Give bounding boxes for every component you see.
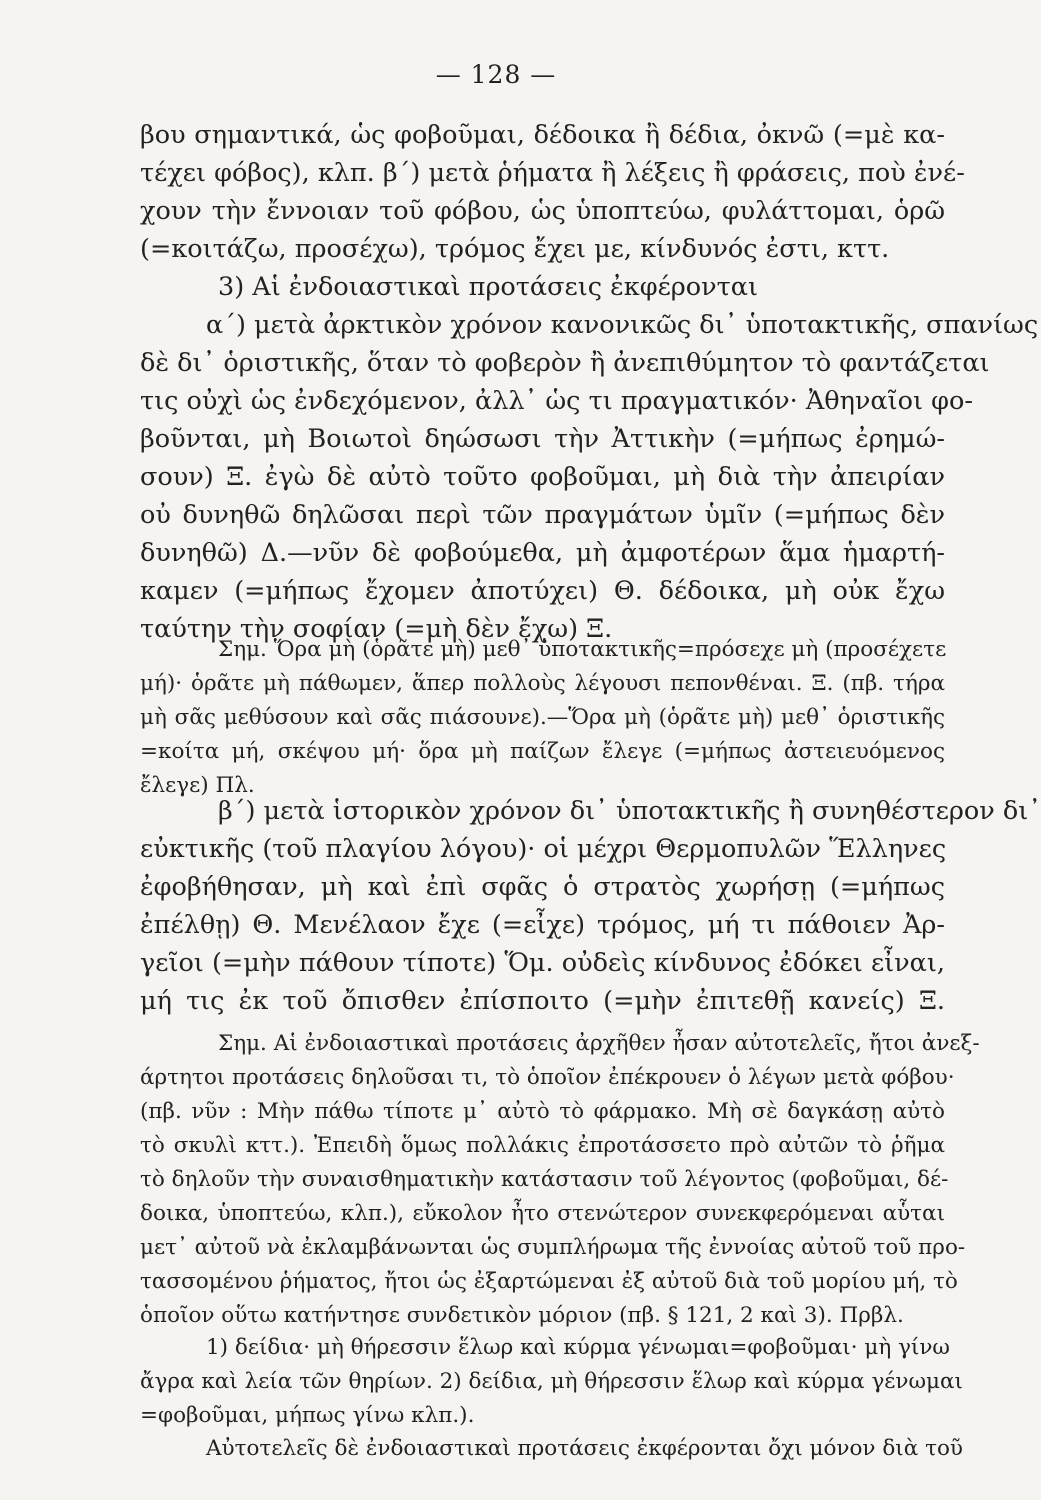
- note-1: [140, 633, 945, 803]
- text-line: εὐκτικῆς (τοῦ πλαγίου λόγου)· οἱ μέχρι Θερμοπυλῶν Ἕλληνες: [140, 834, 947, 864]
- text-line: σουν) Ξ. ἐγὼ δὲ αὐτὸ τοῦτο φοβοῦμαι, μὴ διὰ τὴν ἀπειρίαν: [140, 462, 945, 492]
- text-line: βοῦνται, μὴ Βοιωτοὶ δηώσωσι τὴν Ἀττικὴν (=μήπως ἐρημώ-: [140, 424, 945, 454]
- text-line: τὸ σκυλὶ κττ.). Ἐπειδὴ ὅμως πολλάκις ἐπροτάσσετο πρὸ αὐτῶν τὸ ῥῆμα: [140, 1133, 945, 1158]
- text-line: δοικα, ὑποπτεύω, κλπ.), εὔκολον ἦτο στενώτερον συνεκφερόμεναι αὗται: [140, 1201, 945, 1226]
- text-line: 1) δείδια· μὴ θήρεσσιν ἕλωρ καὶ κύρμα γένωμαι=φοβοῦμαι· μὴ γίνω: [206, 1335, 950, 1360]
- text-line: χουν τὴν ἔννοιαν τοῦ φόβου, ὡς ὑποπτεύω, φυλάττομαι, ὁρῶ: [140, 196, 945, 226]
- text-line: άρτητοι προτάσεις δηλοῦσαι τι, τὸ ὁποῖον ἐπέκρουεν ὁ λέγων μετὰ φόβου·: [140, 1065, 955, 1090]
- text-line: ἐπέλθῃ) Θ. Μενέλαον ἔχε (=εἶχε) τρόμος, μή τι πάθοιεν Ἀρ-: [140, 910, 945, 940]
- text-line: βου σημαντικά, ὡς φοβοῦμαι, δέδοικα ἢ δέδια, ὀκνῶ (=μὲ κα-: [140, 120, 945, 150]
- text-line: ὁποῖον οὕτω κατήντησε συνδετικὸν μόριον (πβ. § 121, 2 καὶ 3). Πρβλ.: [140, 1303, 904, 1328]
- note-3: [140, 1331, 963, 1433]
- paragraph-2: [140, 268, 1039, 648]
- text-line: (πβ. νῦν : Μὴν πάθω τίποτε μ᾿ αὐτὸ τὸ φάρμακο. Μὴ σὲ δαγκάσῃ αὐτὸ: [140, 1099, 945, 1124]
- text-line: Σημ. Αἱ ἐνδοιαστικαὶ προτάσεις ἀρχῆθεν ἦσαν αὐτοτελεῖς, ἤτοι ἀνεξ-: [218, 1031, 980, 1056]
- text-line: Σημ. Ὅρα μὴ (ὁρᾶτε μὴ) μεθ᾿ ὑποτακτικῆς=πρόσεχε μὴ (προσέχετε: [218, 637, 947, 662]
- text-line: 3) Αἱ ἐνδοιαστικαὶ προτάσεις ἐκφέρονται: [218, 272, 758, 302]
- text-line: =φοβοῦμαι, μήπως γίνω κλπ.).: [140, 1403, 475, 1428]
- text-line: μή τις ἐκ τοῦ ὄπισθεν ἐπίσποιτο (=μὴν ἐπιτεθῇ κανείς) Ξ.: [140, 986, 945, 1016]
- text-line: ταύτην τὴν σοφίαν (=μὴ δὲν ἔχω) Ξ.: [140, 614, 613, 644]
- text-line: τὸ δηλοῦν τὴν συναισθηματικὴν κατάστασιν τοῦ λέγοντος (φοβοῦμαι, δέ-: [140, 1167, 949, 1192]
- note-2: [140, 1027, 980, 1333]
- text-line: ἐφοβήθησαν, μὴ καὶ ἐπὶ σφᾶς ὁ στρατὸς χωρήσῃ (=μήπως: [140, 872, 945, 902]
- page-number: — 128 —: [435, 60, 557, 89]
- text-line: δὲ δι᾿ ὁριστικῆς, ὅταν τὸ φοβερὸν ἢ ἀνεπιθύμητον τὸ φαντάζεται: [140, 348, 990, 378]
- text-line: ἔλεγε) Πλ.: [140, 773, 255, 798]
- text-line: τις οὐχὶ ὡς ἐνδεχόμενον, ἀλλ᾿ ὡς τι πραγματικόν· Ἀθηναῖοι φο-: [140, 386, 973, 416]
- paragraph-1: [140, 116, 965, 268]
- text-line: οὐ δυνηθῶ δηλῶσαι περὶ τῶν πραγμάτων ὑμῖν (=μήπως δὲν: [140, 500, 945, 530]
- note-4: [140, 1432, 963, 1466]
- text-line: (=κοιτάζω, προσέχω), τρόμος ἔχει με, κίνδυνός ἐστι, κττ.: [140, 234, 890, 264]
- text-line: τέχει φόβος), κλπ. β΄) μετὰ ῥήματα ἢ λέξεις ἢ φράσεις, ποὺ ἐνέ-: [140, 158, 965, 188]
- text-line: γεῖοι (=μὴν πάθουν τίποτε) Ὅμ. οὐδεὶς κίνδυνος ἐδόκει εἶναι,: [140, 948, 945, 978]
- text-line: =κοίτα μή, σκέψου μή· ὅρα μὴ παίζων ἔλεγε (=μήπως ἀστειευόμενος: [140, 739, 945, 764]
- text-line: Αὐτοτελεῖς δὲ ἐνδοιαστικαὶ προτάσεις ἐκφέρονται ὄχι μόνον διὰ τοῦ: [206, 1436, 963, 1461]
- text-line: καμεν (=μήπως ἔχομεν ἀποτύχει) Θ. δέδοικα, μὴ οὐκ ἔχω: [140, 576, 945, 606]
- text-line: μὴ σᾶς μεθύσουν καὶ σᾶς πιάσουνε).—Ὅρα μὴ (ὁρᾶτε μὴ) μεθ᾿ ὁριστικῆς: [140, 705, 945, 730]
- text-line: μή)· ὁρᾶτε μὴ πάθωμεν, ἅπερ πολλοὺς λέγουσι πεπονθέναι. Ξ. (πβ. τήρα: [140, 671, 945, 696]
- text-line: α΄) μετὰ ἀρκτικὸν χρόνον κανονικῶς δι᾿ ὑποτακτικῆς, σπανίως: [206, 310, 1039, 340]
- text-line: ἄγρα καὶ λεία τῶν θηρίων. 2) δείδια, μὴ θήρεσσιν ἕλωρ καὶ κύρμα γένωμαι: [140, 1369, 963, 1394]
- paragraph-3: [140, 792, 1041, 1020]
- text-line: τασσομένου ῥήματος, ἤτοι ὡς ἐξαρτώμεναι ἐξ αὐτοῦ διὰ τοῦ μορίου μή, τὸ: [140, 1269, 958, 1294]
- text-line: μετ᾿ αὐτοῦ νὰ ἐκλαμβάνωνται ὡς συμπλήρωμα τῆς ἐννοίας αὐτοῦ τοῦ προ-: [140, 1235, 966, 1260]
- text-line: δυνηθῶ) Δ.—νῦν δὲ φοβούμεθα, μὴ ἀμφοτέρων ἅμα ἡμαρτή-: [140, 538, 945, 568]
- text-line: β΄) μετὰ ἱστορικὸν χρόνον δι᾿ ὑποτακτικῆς ἢ συνηθέστερον δι᾿: [218, 796, 1041, 826]
